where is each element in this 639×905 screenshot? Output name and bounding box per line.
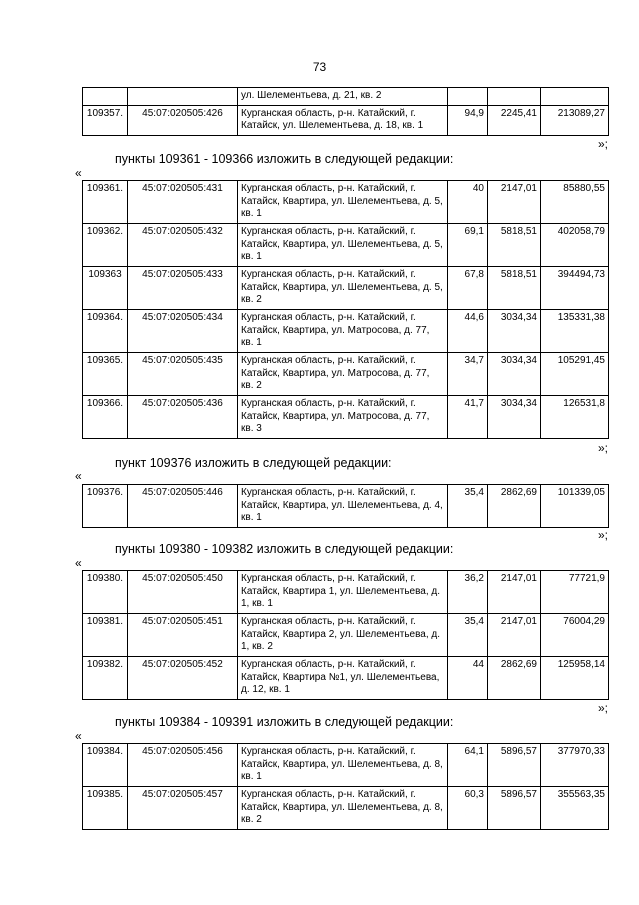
cadastral-number: 45:07:020505:451 — [128, 614, 238, 657]
table-row — [83, 310, 609, 353]
area: 41,7 — [448, 396, 488, 439]
page-number: 73 — [312, 60, 327, 74]
cadastral-number: 45:07:020505:450 — [128, 571, 238, 614]
section-instruction: пункты 109380 - 109382 изложить в следующей редакции: — [115, 542, 454, 556]
cadastral-number: 45:07:020505:434 — [128, 310, 238, 353]
row-number: 109384. — [83, 744, 128, 787]
cadastral-number: 45:07:020505:426 — [128, 105, 238, 135]
row-number: 109385. — [83, 787, 128, 830]
opening-quote: « — [75, 166, 82, 180]
cadastral-number: 45:07:020505:456 — [128, 744, 238, 787]
registry-table-109361 — [82, 180, 609, 439]
table-row — [83, 485, 609, 528]
row-number: 109366. — [83, 396, 128, 439]
address: Курганская область, р-н. Катайский, г. Катайск, Квартира, ул. Шелементьева, д. 8, кв. 2 — [238, 787, 448, 830]
closing-quote: »; — [597, 528, 608, 542]
table-row — [83, 181, 609, 224]
total-value: 377970,33 — [541, 744, 609, 787]
area — [448, 88, 488, 106]
section-instruction: пункты 109361 - 109366 изложить в следующей редакции: — [115, 152, 454, 166]
area: 36,2 — [448, 571, 488, 614]
address: Курганская область, р-н. Катайский, г. Катайск, Квартира 2, ул. Шелементьева, д. 1, кв. 2 — [238, 614, 448, 657]
row-number: 109357. — [83, 105, 128, 135]
registry-table-continued — [82, 87, 609, 136]
table-row — [83, 787, 609, 830]
registry-table-109384 — [82, 743, 609, 830]
cadastral-number: 45:07:020505:435 — [128, 353, 238, 396]
closing-quote: »; — [597, 701, 608, 715]
area: 40 — [448, 181, 488, 224]
row-number: 109376. — [83, 485, 128, 528]
area: 69,1 — [448, 224, 488, 267]
area: 64,1 — [448, 744, 488, 787]
area: 60,3 — [448, 787, 488, 830]
table-row — [83, 267, 609, 310]
unit-price: 5896,57 — [488, 744, 541, 787]
unit-price: 2862,69 — [488, 657, 541, 700]
address: Курганская область, р-н. Катайский, г. Катайск, Квартира, ул. Матросова, д. 77, кв. 3 — [238, 396, 448, 439]
address: Курганская область, р-н. Катайский, г. Катайск, ул. Шелементьева, д. 18, кв. 1 — [238, 105, 448, 135]
total-value: 85880,55 — [541, 181, 609, 224]
area: 67,8 — [448, 267, 488, 310]
total-value: 77721,9 — [541, 571, 609, 614]
address: Курганская область, р-н. Катайский, г. Катайск, Квартира 1, ул. Шелементьева, д. 1, кв. 1 — [238, 571, 448, 614]
registry-table-109380 — [82, 570, 609, 700]
unit-price: 3034,34 — [488, 353, 541, 396]
table-row — [83, 396, 609, 439]
opening-quote: « — [75, 469, 82, 483]
area: 94,9 — [448, 105, 488, 135]
unit-price: 3034,34 — [488, 310, 541, 353]
total-value: 101339,05 — [541, 485, 609, 528]
total-value: 105291,45 — [541, 353, 609, 396]
address: Курганская область, р-н. Катайский, г. Катайск, Квартира, ул. Шелементьева, д. 5, кв. 1 — [238, 224, 448, 267]
total-value: 355563,35 — [541, 787, 609, 830]
unit-price: 2147,01 — [488, 614, 541, 657]
cadastral-number: 45:07:020505:431 — [128, 181, 238, 224]
row-number: 109362. — [83, 224, 128, 267]
address: Курганская область, р-н. Катайский, г. Катайск, Квартира, ул. Шелементьева, д. 5, кв. 2 — [238, 267, 448, 310]
total-value — [541, 88, 609, 106]
cadastral-number: 45:07:020505:457 — [128, 787, 238, 830]
total-value: 402058,79 — [541, 224, 609, 267]
area: 35,4 — [448, 485, 488, 528]
total-value: 213089,27 — [541, 105, 609, 135]
table-row — [83, 657, 609, 700]
area: 44,6 — [448, 310, 488, 353]
opening-quote: « — [75, 556, 82, 570]
table-row — [83, 88, 609, 106]
cadastral-number — [128, 88, 238, 106]
cadastral-number: 45:07:020505:432 — [128, 224, 238, 267]
row-number: 109361. — [83, 181, 128, 224]
table-row — [83, 744, 609, 787]
total-value: 76004,29 — [541, 614, 609, 657]
table-row — [83, 614, 609, 657]
closing-quote: »; — [597, 441, 608, 455]
cadastral-number: 45:07:020505:436 — [128, 396, 238, 439]
unit-price — [488, 88, 541, 106]
row-number: 109365. — [83, 353, 128, 396]
area: 35,4 — [448, 614, 488, 657]
cadastral-number: 45:07:020505:446 — [128, 485, 238, 528]
cadastral-number: 45:07:020505:433 — [128, 267, 238, 310]
address: Курганская область, р-н. Катайский, г. Катайск, Квартира №1, ул. Шелементьева, д. 12, кв. 1 — [238, 657, 448, 700]
opening-quote: « — [75, 729, 82, 743]
table-row — [83, 353, 609, 396]
registry-table-109376 — [82, 484, 609, 528]
row-number: 109363 — [83, 267, 128, 310]
total-value: 394494,73 — [541, 267, 609, 310]
table-row — [83, 571, 609, 614]
total-value: 125958,14 — [541, 657, 609, 700]
address: Курганская область, р-н. Катайский, г. Катайск, Квартира, ул. Матросова, д. 77, кв. 2 — [238, 353, 448, 396]
address: Курганская область, р-н. Катайский, г. Катайск, Квартира, ул. Шелементьева, д. 4, кв. 1 — [238, 485, 448, 528]
address: Курганская область, р-н. Катайский, г. Катайск, Квартира, ул. Шелементьева, д. 8, кв. 1 — [238, 744, 448, 787]
total-value: 135331,38 — [541, 310, 609, 353]
address: Курганская область, р-н. Катайский, г. Катайск, Квартира, ул. Матросова, д. 77, кв. 1 — [238, 310, 448, 353]
address: Курганская область, р-н. Катайский, г. Катайск, Квартира, ул. Шелементьева, д. 5, кв. 1 — [238, 181, 448, 224]
table-row — [83, 105, 609, 135]
closing-quote: »; — [597, 137, 608, 151]
unit-price: 2147,01 — [488, 181, 541, 224]
unit-price: 2147,01 — [488, 571, 541, 614]
row-number: 109382. — [83, 657, 128, 700]
section-instruction: пункты 109384 - 109391 изложить в следующей редакции: — [115, 715, 454, 729]
unit-price: 2862,69 — [488, 485, 541, 528]
area: 34,7 — [448, 353, 488, 396]
unit-price: 3034,34 — [488, 396, 541, 439]
area: 44 — [448, 657, 488, 700]
unit-price: 2245,41 — [488, 105, 541, 135]
row-number — [83, 88, 128, 106]
row-number: 109380. — [83, 571, 128, 614]
unit-price: 5818,51 — [488, 224, 541, 267]
row-number: 109381. — [83, 614, 128, 657]
unit-price: 5818,51 — [488, 267, 541, 310]
table-row — [83, 224, 609, 267]
cadastral-number: 45:07:020505:452 — [128, 657, 238, 700]
unit-price: 5896,57 — [488, 787, 541, 830]
address: ул. Шелементьева, д. 21, кв. 2 — [238, 88, 448, 106]
total-value: 126531,8 — [541, 396, 609, 439]
row-number: 109364. — [83, 310, 128, 353]
section-instruction: пункт 109376 изложить в следующей редакции: — [115, 456, 392, 470]
